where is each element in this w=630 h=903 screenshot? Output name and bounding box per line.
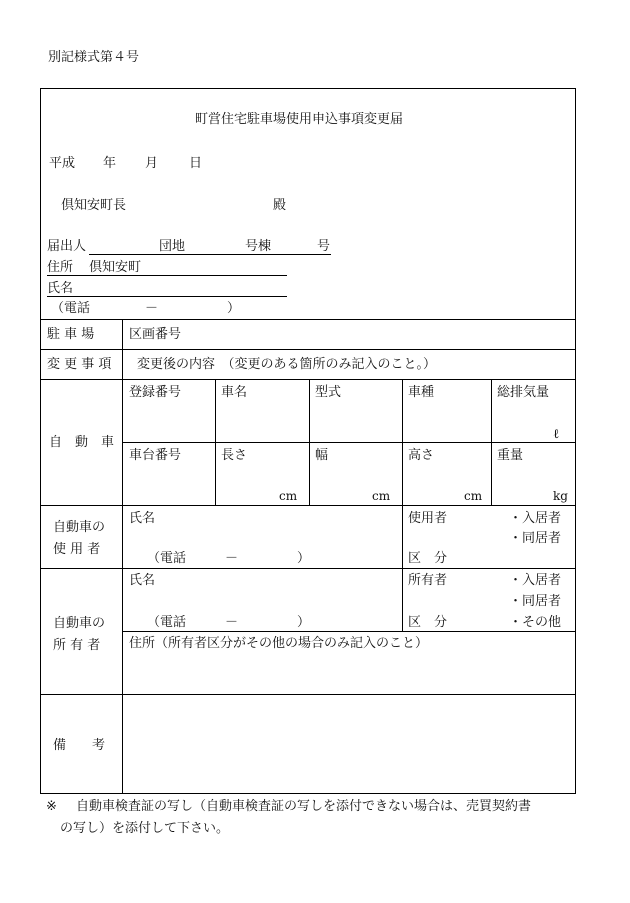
- user-name-label: 氏名: [129, 511, 156, 526]
- owner-address-label: 住所（所有者区分がその他の場合のみ記入のこと）: [129, 636, 429, 651]
- phone-open: （電話: [51, 301, 91, 316]
- car-name-label: 車名: [221, 385, 248, 400]
- car-label: 自 動 車: [49, 435, 115, 450]
- car-col-3: [402, 379, 403, 505]
- width-unit: cm: [372, 489, 391, 503]
- displacement-unit: ℓ: [553, 427, 560, 442]
- date-day: 日: [189, 156, 203, 171]
- applicant-underline: [89, 254, 331, 255]
- date-era: 平成: [49, 156, 76, 171]
- change-value: 変更後の内容 （変更のある箇所のみ記入のこと。）: [137, 357, 437, 372]
- type-column-divider: [402, 505, 403, 631]
- length-unit: cm: [279, 489, 298, 503]
- form-title: 町営住宅駐車場使用申込事項変更届: [195, 112, 404, 127]
- car-col-1: [215, 379, 216, 505]
- note-mark: ※: [46, 799, 57, 814]
- car-col-4: [491, 379, 492, 505]
- owner-label-2: 所 有 者: [53, 638, 101, 653]
- date-year: 年: [103, 156, 117, 171]
- user-opt-cohabitant: ・同居者: [509, 531, 562, 546]
- change-label: 変 更 事 項: [47, 357, 112, 372]
- displacement-label: 総排気量: [497, 385, 550, 400]
- gotou-label: 号棟: [245, 239, 272, 254]
- owner-phone-close: ）: [297, 615, 311, 630]
- remarks-label: 備 考: [53, 738, 106, 753]
- reg-number-label: 登録番号: [129, 385, 182, 400]
- label-column-divider: [122, 319, 123, 793]
- weight-label: 重量: [497, 448, 524, 463]
- owner-phone-open: （電話: [147, 615, 187, 630]
- user-phone-open: （電話: [147, 551, 187, 566]
- owner-label-1: 自動車の: [53, 616, 106, 631]
- length-label: 長さ: [221, 448, 248, 463]
- owner-name-label: 氏名: [129, 573, 156, 588]
- height-unit: cm: [464, 489, 483, 503]
- go-label: 号: [317, 239, 331, 254]
- form-code: 別記様式第４号: [48, 50, 140, 65]
- user-opt-resident: ・入居者: [509, 511, 562, 526]
- user-label-2: 使 用 者: [53, 542, 101, 557]
- owner-opt-resident: ・入居者: [509, 573, 562, 588]
- chassis-number-label: 車台番号: [129, 448, 182, 463]
- owner-type-label: 所有者: [408, 573, 448, 588]
- rule-owner-address: [122, 631, 575, 632]
- address-label: 住所: [47, 260, 74, 275]
- note-line-2: の写し）を添付して下さい。: [60, 821, 230, 836]
- applicant-label: 届出人: [47, 239, 87, 254]
- model-label: 型式: [315, 385, 342, 400]
- address-value: 倶知安町: [89, 260, 142, 275]
- rule-car-mid: [122, 442, 575, 443]
- car-col-2: [309, 379, 310, 505]
- note-line-1: 自動車検査証の写し（自動車検査証の写しを添付できない場合は、売買契約書: [76, 799, 532, 814]
- phone-close: ）: [227, 301, 241, 316]
- change-notification-form: [40, 88, 576, 794]
- addressee-name: 倶知安町長: [61, 198, 127, 213]
- width-label: 幅: [315, 448, 329, 463]
- parking-value: 区画番号: [129, 327, 182, 342]
- weight-unit: kg: [553, 489, 568, 503]
- height-label: 高さ: [408, 448, 435, 463]
- addressee-suffix: 殿: [273, 198, 287, 213]
- user-type-label: 使用者: [408, 511, 448, 526]
- name-underline: [47, 296, 287, 297]
- user-kubun: 区 分: [408, 551, 448, 566]
- owner-opt-cohabitant: ・同居者: [509, 594, 562, 609]
- user-label-1: 自動車の: [53, 520, 106, 535]
- owner-kubun: 区 分: [408, 615, 448, 630]
- phone-dash: －: [145, 301, 159, 316]
- user-phone-close: ）: [297, 551, 311, 566]
- parking-label: 駐 車 場: [47, 327, 95, 342]
- owner-opt-other: ・その他: [509, 615, 562, 630]
- danchi-label: 団地: [159, 239, 186, 254]
- address-underline: [47, 275, 287, 276]
- user-phone-dash: －: [225, 551, 239, 566]
- name-label: 氏名: [47, 281, 74, 296]
- date-month: 月: [145, 156, 159, 171]
- vehicle-type-label: 車種: [408, 385, 435, 400]
- owner-phone-dash: －: [225, 615, 239, 630]
